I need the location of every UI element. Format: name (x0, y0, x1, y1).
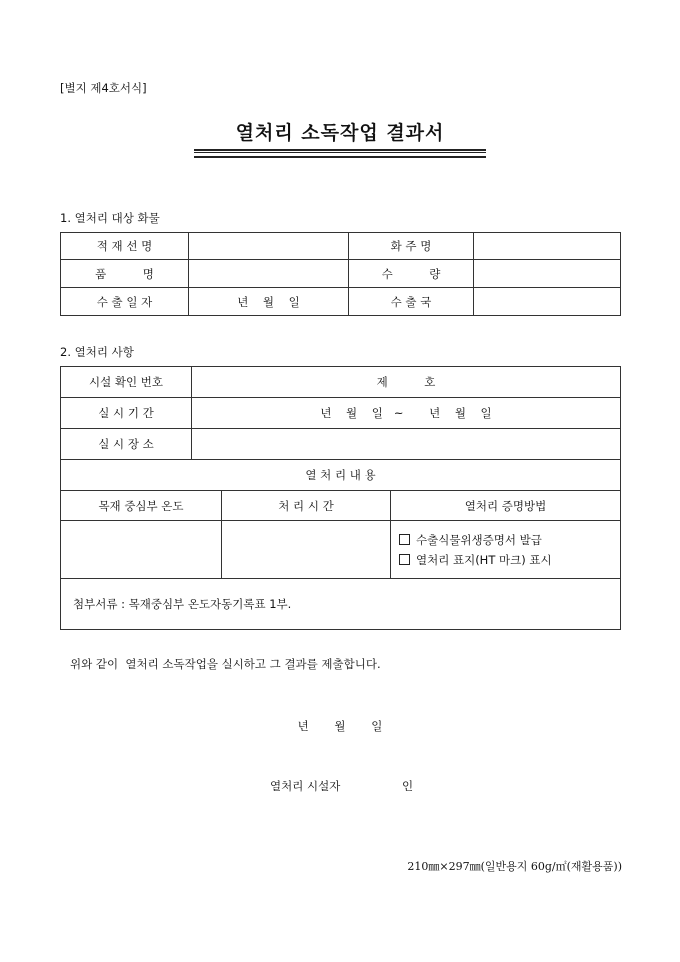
proof-method-options (391, 521, 621, 579)
cargo-row-export (61, 288, 621, 316)
submission-date: 년 월 일 (297, 719, 383, 733)
section2-heading: 2. 열처리 사항 (60, 345, 134, 359)
ship-name-field[interactable] (189, 233, 349, 260)
attachment-row (61, 579, 621, 630)
treatment-table (60, 366, 621, 630)
treatment-time-header: 처 리 시 간 (222, 491, 391, 521)
period-field[interactable]: 년 월 일 ~ 년 월 일 (192, 398, 621, 429)
proof-method-header: 열처리 증명방법 (391, 491, 621, 521)
place-row (61, 429, 621, 460)
proof-option-certificate-label: 수출식물위생증명서 발급 (416, 532, 542, 547)
export-country-field[interactable] (474, 288, 621, 316)
content-column-header-row (61, 491, 621, 521)
quantity-label: 수 량 (349, 260, 474, 288)
proof-option-certificate[interactable] (399, 530, 620, 550)
paper-spec-footer: 210㎜×297㎜(일반용지 60g/㎡(재활용품)) (407, 860, 622, 873)
facility-number-field[interactable]: 제 호 (192, 367, 621, 398)
shipper-field[interactable] (474, 233, 621, 260)
period-label: 실 시 기 간 (61, 398, 192, 429)
place-field[interactable] (192, 429, 621, 460)
quantity-field[interactable] (474, 260, 621, 288)
proof-option-ht-mark[interactable] (399, 550, 620, 570)
shipper-label: 화 주 명 (349, 233, 474, 260)
product-name-field[interactable] (189, 260, 349, 288)
title-double-underline (194, 149, 486, 158)
document-title: 열처리 소독작업 결과서 (235, 122, 445, 144)
content-header-row (61, 460, 621, 491)
treatment-content-header: 열 처 리 내 용 (61, 460, 621, 491)
attachment-note: 첨부서류 : 목재중심부 온도자동기록표 1부. (61, 579, 621, 630)
section1-heading: 1. 열처리 대상 화물 (60, 211, 160, 225)
content-value-row (61, 521, 621, 579)
facility-row (61, 367, 621, 398)
period-row (61, 398, 621, 429)
core-temp-header: 목재 중심부 온도 (61, 491, 222, 521)
cargo-row-product (61, 260, 621, 288)
signer-label: 열처리 시설자 (270, 779, 341, 793)
export-date-label: 수 출 일 자 (61, 288, 189, 316)
checkbox-certificate[interactable] (399, 534, 410, 545)
form-number-label: [별지 제4호서식] (60, 81, 147, 95)
export-country-label: 수 출 국 (349, 288, 474, 316)
facility-number-label: 시설 확인 번호 (61, 367, 192, 398)
seal-mark: 인 (402, 779, 414, 793)
cargo-row-ship (61, 233, 621, 260)
core-temp-field[interactable] (61, 521, 222, 579)
proof-option-ht-mark-label: 열처리 표지(HT 마크) 표시 (416, 552, 552, 567)
treatment-time-field[interactable] (222, 521, 391, 579)
product-name-label: 품 명 (61, 260, 189, 288)
place-label: 실 시 장 소 (61, 429, 192, 460)
ship-name-label: 적 재 선 명 (61, 233, 189, 260)
checkbox-ht-mark[interactable] (399, 554, 410, 565)
submission-statement: 위와 같이 열처리 소독작업을 실시하고 그 결과를 제출합니다. (70, 657, 381, 671)
cargo-table (60, 232, 621, 316)
export-date-field[interactable]: 년 월 일 (189, 288, 349, 316)
